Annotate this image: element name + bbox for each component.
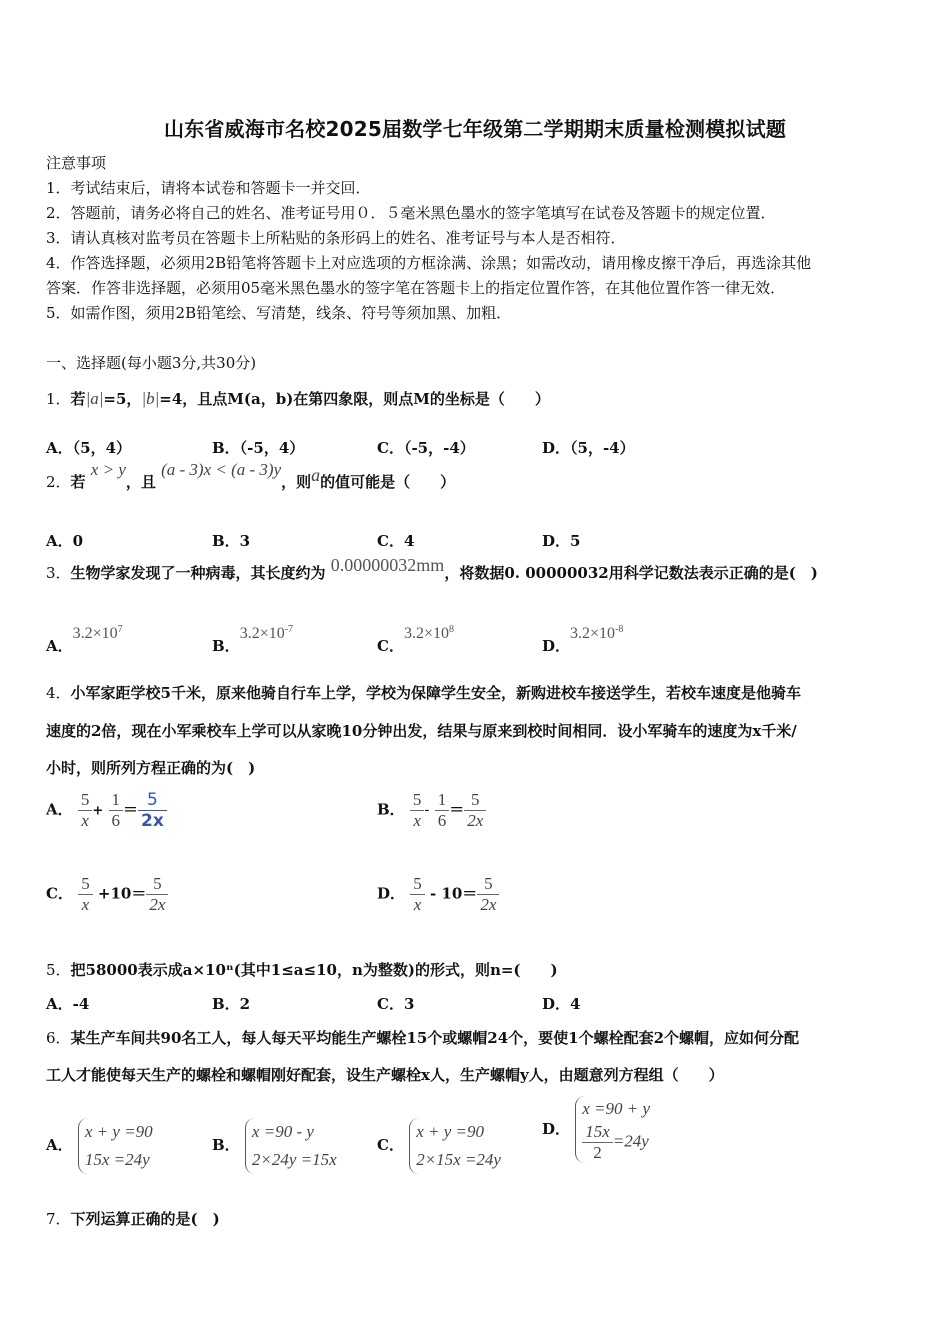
option-a[interactable]: A．（5，4） (46, 439, 132, 457)
option-d[interactable]: D． x =90 + y $\frac{15x}{2}$ =24y (542, 1096, 650, 1163)
note-item: 5．如需作图，须用2B铅笔绘、写清楚，线条、符号等须加黑、加粗． (46, 304, 512, 322)
option-b[interactable]: B．3 (212, 532, 251, 550)
question-6-line: 工人才能使每天生产的螺栓和螺帽刚好配套，设生产螺栓x人，生产螺帽y人，由题意列方程组（ ） (46, 1066, 724, 1084)
note-item: 2．答题前，请务必将自己的姓名、准考证号用０．５毫米黑色墨水的签字笔填写在试卷及答题卡的规定位置． (46, 204, 776, 222)
question-5: 5．把58000表示成a×10ⁿ(其中1≤a≤10，n为整数)的形式，则n=( ) (46, 961, 558, 979)
question-6: 6．某生产车间共90名工人，每人每天平均能生产螺栓15个或螺帽24个，要使1个螺栓配套2个螺帽，应如何分配 (46, 1029, 800, 1047)
note-item: 1．考试结束后，请将本试卷和答题卡一并交回． (46, 179, 371, 197)
option-a[interactable]: A．0 (46, 532, 84, 550)
option-b[interactable]: B． x =90 - y 2×24y =15x (212, 1118, 337, 1174)
option-d[interactable]: D． $\frac{5}{x}$ - 10＝ $\frac{5}{2x}$ (377, 874, 499, 915)
option-d[interactable]: D．$3.2\times 10^{-8}$ (542, 624, 624, 655)
option-a[interactable]: A． $\frac{5}{x}$ + $\frac{1}{6}$ ＝ $\frac{5}{2x}$ (46, 790, 167, 831)
option-a[interactable]: A． x + y =90 15x =24y (46, 1118, 153, 1174)
option-c[interactable]: C．$3.2\times 10^8$ (377, 624, 454, 655)
option-b[interactable]: B．（-5，4） (212, 439, 305, 457)
notes-heading: 注意事项 (46, 154, 107, 172)
page-title: 山东省威海市名校2025届数学七年级第二学期期末质量检测模拟试题 (163, 117, 787, 141)
question-3: 3．生物学家发现了一种病毒，其长度约为 0.00000032mm，将数据0. 00000032用科学记数法表示正确的是( ) (46, 555, 818, 582)
option-d[interactable]: D．5 (542, 532, 581, 550)
option-c[interactable]: C．4 (377, 532, 415, 550)
note-item: 答案．作答非选择题，必须用05毫米黑色墨水的签字笔在答题卡上的指定位置作答，在其他位置作答一律无效． (46, 279, 786, 297)
option-d[interactable]: D．4 (542, 995, 581, 1013)
question-7: 7．下列运算正确的是( ) (46, 1210, 220, 1228)
option-c[interactable]: C． $\frac{5}{x}$ +10＝ $\frac{5}{2x}$ (46, 874, 168, 915)
question-4-line: 小时，则所列方程正确的为( ) (46, 759, 256, 777)
question-4-line: 速度的2倍，现在小军乘校车上学可以从家晚10分钟出发，结果与原来到校时间相同．设小军骑车的速度为x千米/ (46, 722, 797, 740)
section-heading: 一、选择题(每小题3分,共30分) (46, 354, 257, 372)
option-a[interactable]: A．-4 (46, 995, 90, 1013)
option-a[interactable]: A．$3.2\times 10^7$ (46, 624, 123, 655)
option-c[interactable]: C． x + y =90 2×15x =24y (377, 1118, 501, 1174)
note-item: 3．请认真核对监考员在答题卡上所粘贴的条形码上的姓名、准考证号与本人是否相符． (46, 229, 626, 247)
option-b[interactable]: B． $\frac{5}{x}$ - $\frac{1}{6}$ ＝ $\frac{5}{2x}$ (377, 790, 486, 831)
option-b[interactable]: B．2 (212, 995, 251, 1013)
question-4: 4．小军家距学校5千米，原来他骑自行车上学，学校为保障学生安全，新购进校车接送学生，若校车速度是他骑车 (46, 684, 801, 702)
question-2: 2．若 x > y，且 (a - 3)x < (a - 3)y，则a的值可能是（ ） (46, 460, 456, 491)
option-b[interactable]: B．$3.2\times 10^{-7}$ (212, 624, 294, 655)
option-c[interactable]: C．3 (377, 995, 415, 1013)
option-c[interactable]: C．（-5，-4） (377, 439, 475, 457)
note-item: 4．作答选择题，必须用2B铅笔将答题卡上对应选项的方框涂满、涂黑；如需改动，请用橡皮擦干净后，再选涂其他 (46, 254, 812, 272)
question-1: 1．若|a|=5，|b|=4，且点M(a，b)在第四象限，则点M的坐标是（ ） (46, 389, 550, 408)
option-d[interactable]: D．（5，-4） (542, 439, 635, 457)
